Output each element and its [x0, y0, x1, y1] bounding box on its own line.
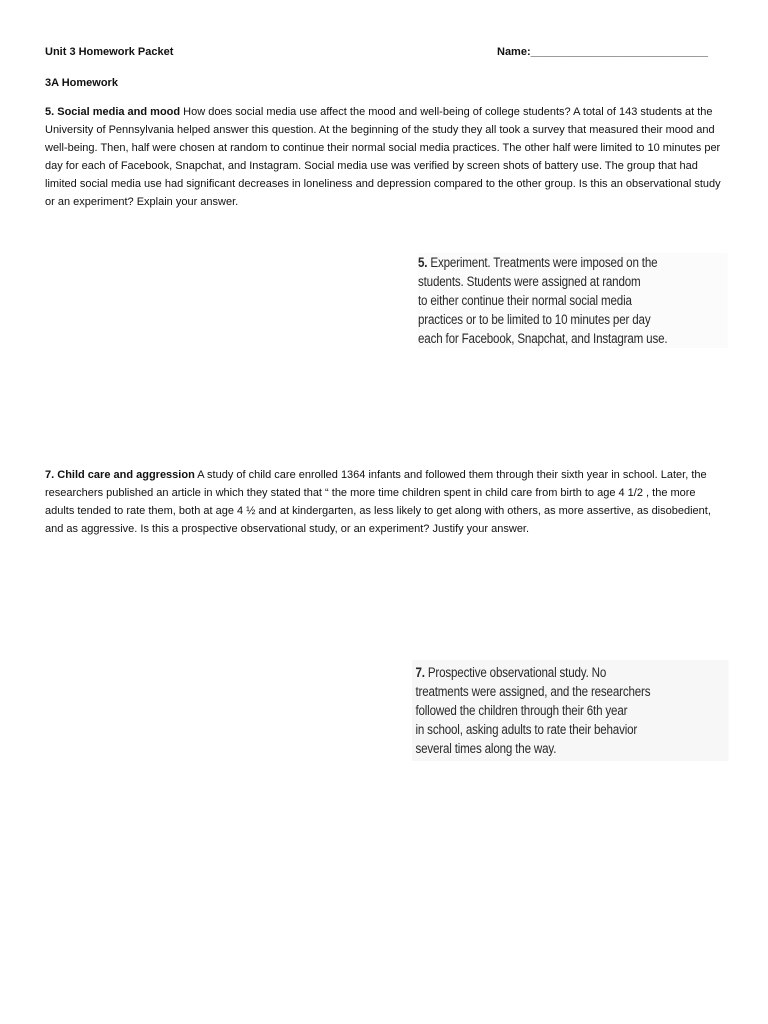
question-title: Child care and aggression — [57, 469, 195, 481]
section-title: 3A Homework — [45, 77, 118, 89]
question-text: A study of child care enrolled 1364 infants and followed them through their sixth year in school. Later, the researchers published an article in which they stated that “ the more time children spent in child care from birth to age 4 1/2 , the more adults tended to rate them, both at age 4 ½ and at kindergarten, as less likely to get along with others, as more assertive, as disobedient, and as aggressive. Is this a prospective observational study, or an experiment? Justify your answer. — [45, 469, 711, 535]
question-number: 7. — [45, 469, 55, 481]
question-5 — [45, 103, 725, 211]
question-title: Social media and mood — [57, 106, 181, 118]
question-text: How does social media use affect the mood and well-being of college students? A total of 143 students at the University of Pennsylvania helped answer this question. At the beginning of the study they all took a survey that measured their mood and well-being. Then, half were chosen at random to continue their normal social media practices. The other half were limited to 10 minutes per day for each of Facebook, Snapchat, and Instagram. Social media use was verified by screen shots of battery use. The group that had limited social media use had significant decreases in loneliness and depression compared to the other group. Is this an observational study or an experiment? Explain your answer. — [45, 106, 721, 208]
answer-7-image — [412, 660, 728, 761]
name-field-label: Name:_____________________________ — [497, 46, 709, 58]
packet-title: Unit 3 Homework Packet — [45, 46, 174, 58]
answer-text: Prospective observational study. No treatments were assigned, and the researchers followed the children through their 6th year in school, asking adults to rate their behavior several times along the way. — [415, 665, 651, 756]
answer-number: 7. — [415, 665, 425, 680]
answer-text: Experiment. Treatments were imposed on the students. Students were assigned at random to either continue their normal social media practices or to be limited to 10 minutes per day each for Facebook, Snapchat, and Instagram use. — [418, 255, 668, 346]
question-number: 5. — [45, 106, 55, 118]
answer-5-image — [418, 253, 728, 348]
question-7 — [45, 466, 725, 538]
answer-number: 5. — [418, 255, 428, 270]
